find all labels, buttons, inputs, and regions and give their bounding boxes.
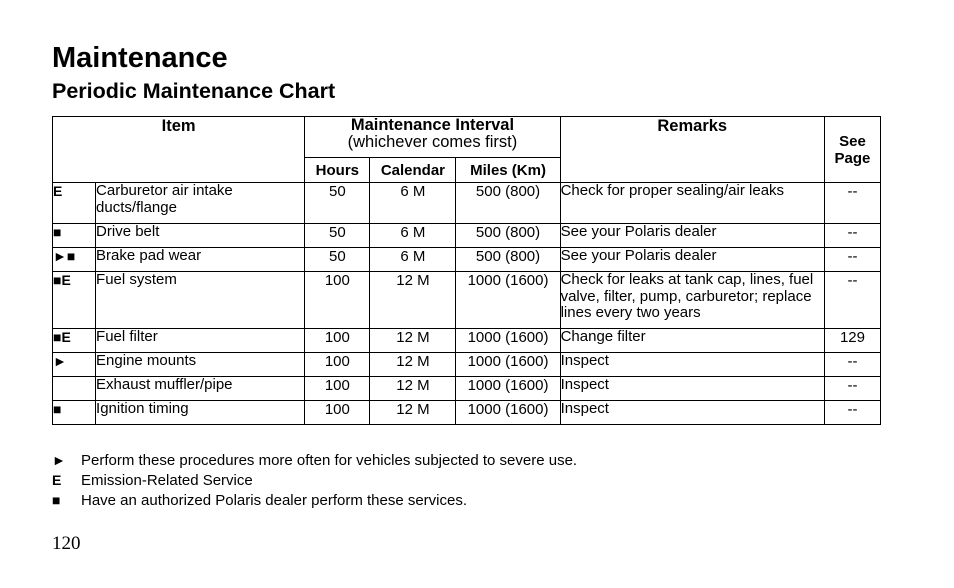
row-hours: 100 [305,272,370,329]
legend-text: Emission-Related Service [81,471,253,489]
row-hours: 50 [305,183,370,224]
row-page: -- [824,401,880,425]
row-calendar: 12 M [370,401,456,425]
row-item: Ignition timing [96,401,305,425]
table-row [53,401,881,425]
header-interval-title: Maintenance Interval [350,116,515,134]
row-hours: 50 [305,248,370,272]
header-remarks: Remarks [560,117,824,183]
page-number: 120 [52,533,81,554]
legend-symbol: ► [52,452,66,468]
row-symbol [53,377,96,401]
row-calendar: 12 M [370,329,456,353]
row-hours: 100 [305,353,370,377]
row-calendar: 12 M [370,377,456,401]
row-item: Exhaust muffler/pipe [96,377,305,401]
header-interval-note: (whichever comes first) [347,133,518,151]
legend-item [52,490,577,510]
row-item: Carburetor air intake ducts/flange [96,183,305,224]
legend-item [52,470,577,490]
header-item: Item [53,117,305,183]
table-row [53,248,881,272]
chart-subtitle: Periodic Maintenance Chart [52,79,336,103]
row-calendar: 6 M [370,248,456,272]
row-remarks: Check for leaks at tank cap, lines, fuel valve, filter, pump, carburetor; replace lines every two years [560,272,824,329]
row-symbol: ►■ [53,248,96,272]
table-row [53,183,881,224]
row-miles: 1000 (1600) [456,377,560,401]
page-title: Maintenance [52,42,228,74]
legend-text: Perform these procedures more often for vehicles subjected to severe use. [81,451,578,469]
row-page: -- [824,353,880,377]
row-calendar: 6 M [370,224,456,248]
row-miles: 1000 (1600) [456,401,560,425]
table-row [53,377,881,401]
legend-item [52,450,577,470]
row-miles: 1000 (1600) [456,353,560,377]
row-page: -- [824,377,880,401]
row-hours: 100 [305,401,370,425]
row-miles: 1000 (1600) [456,272,560,329]
row-item: Engine mounts [96,353,305,377]
row-miles: 500 (800) [456,224,560,248]
row-symbol: ■ [53,224,96,248]
row-miles: 1000 (1600) [456,329,560,353]
row-miles: 500 (800) [456,183,560,224]
table-row [53,272,881,329]
row-remarks: Inspect [560,353,824,377]
row-item: Fuel filter [96,329,305,353]
row-symbol: ■E [53,329,96,353]
row-page: -- [824,224,880,248]
header-interval [305,117,560,158]
row-hours: 100 [305,329,370,353]
row-page: -- [824,272,880,329]
row-page: 129 [824,329,880,353]
row-page: -- [824,183,880,224]
row-page: -- [824,248,880,272]
table-row [53,224,881,248]
row-symbol: ■E [53,272,96,329]
legend [52,450,577,510]
row-remarks: See your Polaris dealer [560,224,824,248]
header-miles: Miles (Km) [456,158,560,183]
row-calendar: 6 M [370,183,456,224]
row-hours: 50 [305,224,370,248]
row-symbol: E [53,183,96,224]
legend-symbol: ■ [52,492,61,508]
row-calendar: 12 M [370,272,456,329]
row-miles: 500 (800) [456,248,560,272]
row-remarks: See your Polaris dealer [560,248,824,272]
row-remarks: Change filter [560,329,824,353]
row-item: Brake pad wear [96,248,305,272]
row-remarks: Check for proper sealing/air leaks [560,183,824,224]
row-remarks: Inspect [560,401,824,425]
table-body [53,183,881,425]
header-calendar: Calendar [370,158,456,183]
legend-symbol: E [52,472,62,488]
row-symbol: ► [53,353,96,377]
row-calendar: 12 M [370,353,456,377]
header-see-page: See Page [824,117,880,183]
table-row [53,329,881,353]
table-row [53,353,881,377]
row-remarks: Inspect [560,377,824,401]
maintenance-chart-table [52,116,881,425]
row-hours: 100 [305,377,370,401]
row-item: Drive belt [96,224,305,248]
row-item: Fuel system [96,272,305,329]
legend-text: Have an authorized Polaris dealer perform these services. [81,491,468,509]
header-hours: Hours [305,158,370,183]
row-symbol: ■ [53,401,96,425]
